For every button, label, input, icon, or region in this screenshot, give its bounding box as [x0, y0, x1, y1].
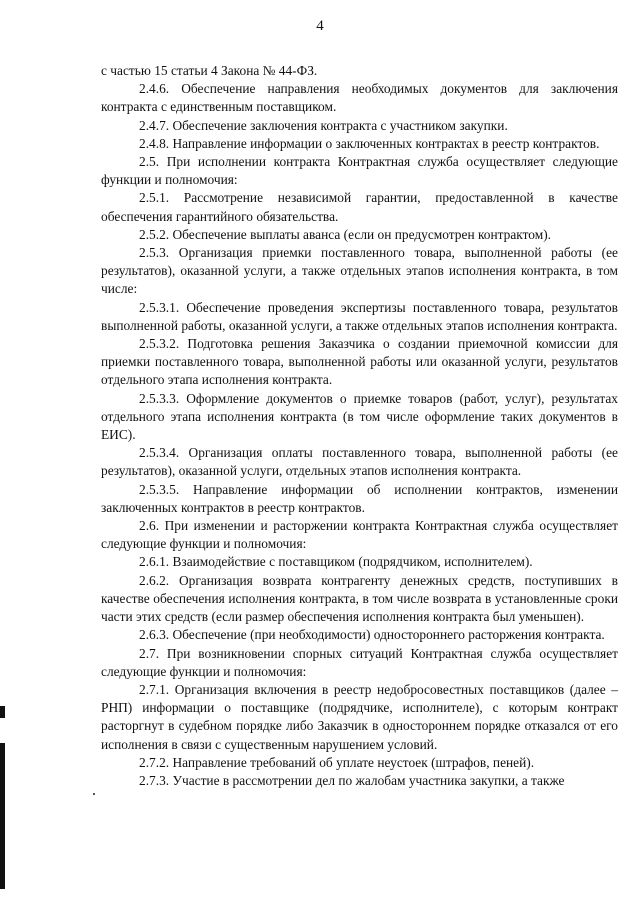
scan-edge-mark: [0, 706, 5, 718]
paragraph: 2.4.7. Обеспечение заключения контракта с участником закупки.: [139, 117, 508, 133]
paragraph: 2.4.6. Обеспечение направления необходимых документов для заключения контракта с единственным поставщиком.: [101, 81, 618, 115]
paragraph: 2.7.3. Участие в рассмотрении дел по жалобам участника закупки, а также: [139, 772, 565, 788]
paragraph: 2.7. При возникновении спорных ситуаций Контрактная служба осуществляет следующие функции и полномочия:: [101, 645, 618, 679]
page-number: 4: [316, 18, 324, 34]
paragraph: 2.5.2. Обеспечение выплаты аванса (если он предусмотрен контрактом).: [139, 226, 552, 242]
paragraph: 2.4.8. Направление информации о заключенных контрактах в реестр контрактов.: [139, 135, 600, 151]
paragraph: 2.5.3. Организация приемки поставленного товара, выполненной работы (ее результатов), оказанной услуги, а также отдельных этапов исполнения контракта, в том числе:: [101, 245, 618, 297]
paragraph: 2.5. При исполнении контракта Контрактная служба осуществляет следующие функции и полномочия:: [101, 154, 618, 188]
paragraph: 2.5.1. Рассмотрение независимой гарантии, предоставленной в качестве обеспечения гарантийного обязательства.: [101, 190, 618, 224]
paragraph: 2.5.3.3. Оформление документов о приемке товаров (работ, услуг), результатах отдельного этапа исполнения контракта (в том числе оформление таких документов в ЕИС).: [101, 390, 618, 443]
paragraph: 2.6.2. Организация возврата контрагенту денежных средств, поступивших в качестве обеспечения исполнения контракта, в том числе возврата в установленные сроки части этих средств (если размер обеспечения исполнения контракта был уменьшен).: [101, 572, 618, 625]
paragraph: 2.5.3.4. Организация оплаты поставленного товара, выполненной работы (ее результатов), оказанной услуги, отдельных этапов исполнения контракта.: [101, 445, 618, 479]
paragraph: 2.6.3. Обеспечение (при необходимости) одностороннего расторжения контракта.: [139, 627, 605, 643]
paragraph: 2.7.1. Организация включения в реестр недобросовестных поставщиков (далее – РНП) информации о поставщике (подрядчике, исполнителе), с которым контракт расторгнут в судебном порядке либо Заказчик в одностороннем порядке отказался от его исполнения в связи с существенным нарушением условий.: [101, 681, 618, 752]
paragraph: 2.6.1. Взаимодействие с поставщиком (подрядчиком, исполнителем).: [139, 554, 533, 570]
paragraph: с частью 15 статьи 4 Закона № 44-ФЗ.: [101, 63, 318, 78]
paragraph: 2.5.3.5. Направление информации об исполнении контрактов, изменении заключенных контрактов в реестр контрактов.: [101, 481, 618, 515]
paragraph: 2.6. При изменении и расторжении контракта Контрактная служба осуществляет следующие функции и полномочия:: [101, 518, 618, 552]
paragraph: 2.7.2. Направление требований об уплате неустоек (штрафов, пеней).: [139, 754, 535, 770]
scan-speck: [93, 793, 95, 795]
paragraph: 2.5.3.2. Подготовка решения Заказчика о создании приемочной комиссии для приемки поставленного товара, выполненной работы или оказанной услуги, результатов отдельного этапа исполнения контракта.: [101, 336, 618, 388]
paragraph: 2.5.3.1. Обеспечение проведения экспертизы поставленного товара, результатов выполненной работы, оказанной услуги, а также отдельных этапов исполнения контракта.: [101, 299, 618, 333]
document-body: [101, 62, 618, 790]
scan-edge-mark: [0, 743, 5, 889]
